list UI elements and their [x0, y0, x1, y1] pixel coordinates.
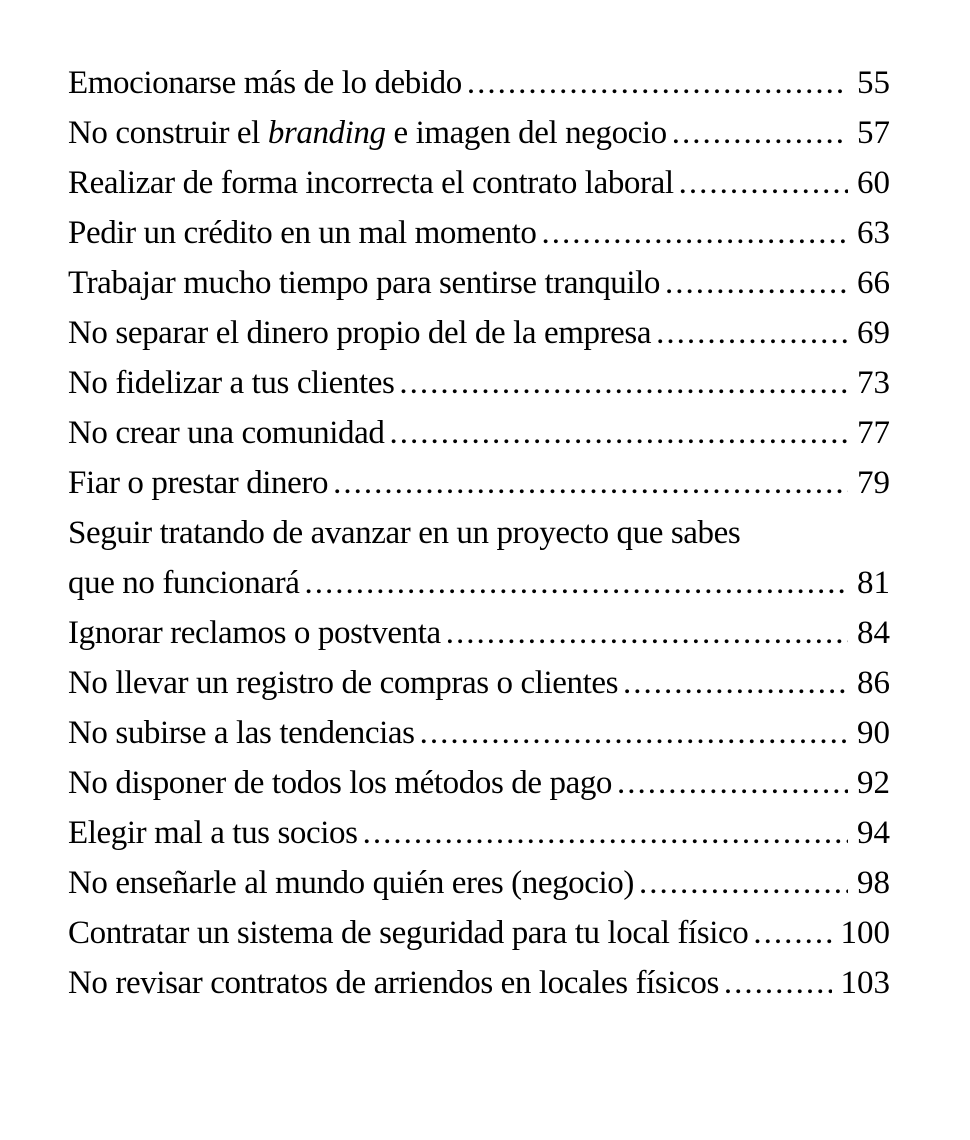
- toc-entry-title: No disponer de todos los métodos de pago: [68, 765, 613, 801]
- page-number: 86: [857, 665, 890, 701]
- toc-entry-title: No crear una comunidad: [68, 415, 385, 451]
- toc-entry: [68, 808, 890, 858]
- toc-entry-title: Elegir mal a tus socios: [68, 815, 358, 851]
- page-number: 103: [840, 965, 890, 1001]
- toc-entry: [68, 858, 890, 908]
- page-number: 77: [857, 415, 890, 451]
- toc-entry: [68, 158, 890, 208]
- dot-leader: [446, 608, 848, 658]
- toc-entry: [68, 658, 890, 708]
- toc-entry-title: que no funcionará: [68, 565, 300, 601]
- toc-entry: [68, 458, 890, 508]
- toc-entry-title: Seguir tratando de avanzar en un proyecto que sabes: [68, 515, 741, 551]
- page-number: 60: [857, 165, 890, 201]
- toc-entry: [68, 908, 890, 958]
- toc-entry-title-text: e imagen del negocio: [385, 115, 667, 151]
- toc-entry-title: [68, 108, 667, 158]
- dot-leader: [399, 358, 848, 408]
- dot-leader: [541, 208, 848, 258]
- toc-entry: [68, 58, 890, 108]
- page-number: 90: [857, 715, 890, 751]
- dot-leader: [753, 908, 831, 958]
- page-number: 79: [857, 465, 890, 501]
- toc-entry: [68, 258, 890, 308]
- dot-leader: [679, 158, 848, 208]
- toc-entry: [68, 508, 890, 558]
- page-number: 66: [857, 265, 890, 301]
- page-number: 57: [857, 115, 890, 151]
- toc-entry: [68, 108, 890, 158]
- toc-entry-title: Fiar o prestar dinero: [68, 465, 329, 501]
- dot-leader: [617, 758, 848, 808]
- page-number: 69: [857, 315, 890, 351]
- toc-entry: [68, 308, 890, 358]
- toc-entry-title: No separar el dinero propio del de la empresa: [68, 315, 652, 351]
- toc-entry-title: No enseñarle al mundo quién eres (negocio): [68, 865, 634, 901]
- toc-entry: [68, 558, 890, 608]
- page-number: 100: [840, 915, 890, 951]
- dot-leader: [420, 708, 848, 758]
- toc-entry-title: No fidelizar a tus clientes: [68, 365, 395, 401]
- toc-entry-title: No revisar contratos de arriendos en locales físicos: [68, 965, 719, 1001]
- dot-leader: [656, 308, 848, 358]
- toc-entry: [68, 408, 890, 458]
- toc-entry-title: No subirse a las tendencias: [68, 715, 415, 751]
- dot-leader: [623, 658, 848, 708]
- toc-entry-title: Contratar un sistema de seguridad para tu local físico: [68, 915, 749, 951]
- toc-entry: [68, 708, 890, 758]
- table-of-contents: [68, 58, 890, 1008]
- page-number: 92: [857, 765, 890, 801]
- dot-leader: [639, 858, 848, 908]
- dot-leader: [724, 958, 832, 1008]
- page-number: 73: [857, 365, 890, 401]
- page-number: 98: [857, 865, 890, 901]
- page-number: 84: [857, 615, 890, 651]
- toc-entry: [68, 358, 890, 408]
- toc-entry-title: Emocionarse más de lo debido: [68, 65, 462, 101]
- toc-entry: [68, 208, 890, 258]
- page-number: 63: [857, 215, 890, 251]
- dot-leader: [363, 808, 848, 858]
- dot-leader: [665, 258, 848, 308]
- toc-entry-title: No llevar un registro de compras o clientes: [68, 665, 619, 701]
- page-number: 81: [857, 565, 890, 601]
- dot-leader: [389, 408, 848, 458]
- dot-leader: [304, 558, 848, 608]
- toc-entry-title-italic: branding: [267, 115, 386, 151]
- page-number: 55: [857, 65, 890, 101]
- dot-leader: [672, 108, 848, 158]
- dot-leader: [333, 458, 848, 508]
- page-number: 94: [857, 815, 890, 851]
- toc-entry: [68, 758, 890, 808]
- toc-entry-title: Trabajar mucho tiempo para sentirse tranquilo: [68, 265, 661, 301]
- toc-entry-title: Pedir un crédito en un mal momento: [68, 215, 537, 251]
- toc-entry-title: Realizar de forma incorrecta el contrato laboral: [68, 165, 674, 201]
- toc-entry-title-text: No construir el: [68, 115, 268, 151]
- toc-entry: [68, 608, 890, 658]
- toc-entry-title: Ignorar reclamos o postventa: [68, 615, 441, 651]
- toc-entry: [68, 958, 890, 1008]
- dot-leader: [467, 58, 848, 108]
